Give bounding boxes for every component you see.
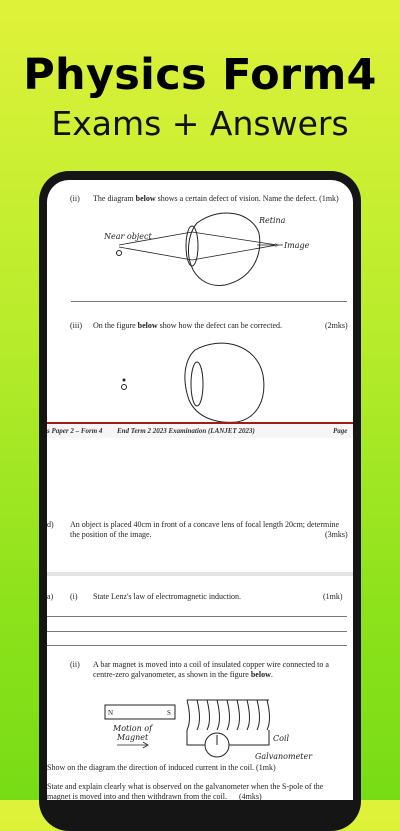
state-instruction-line2-text: magnet is moved into and then withdrawn from the coil. [47,792,227,800]
retina-label: Retina [259,216,286,225]
question-ii-number: (ii) [70,194,80,203]
question-a-number: a) [47,592,54,601]
answer-line [47,631,347,632]
magnet-s-label: S [167,709,171,717]
question-iii-text-pre: On the figure [93,321,138,330]
galvanometer-label: Galvanometer [255,752,313,761]
question-d-line1: An object is placed 40cm in front of a concave lens of focal length 20cm; determine [70,520,340,529]
question-iii-text-post: show how the defect can be corrected. [157,321,283,330]
question-iii-marks: (2mks) [325,321,348,330]
state-instruction-line2 [47,792,262,800]
eye-defect-diagram [47,205,353,305]
question-a-ii-line2-pre: centre-zero galvanometer, as shown in the figure [93,670,251,679]
near-object-label: Near object [104,232,152,241]
question-ii-text-pre: The diagram [93,194,136,203]
phone-screen[interactable] [47,180,353,800]
question-iii-text-bold: below [137,321,158,330]
magnet-coil-diagram [47,685,353,765]
eyeball-outline-2 [185,343,264,422]
object-point [122,385,127,390]
show-instruction: Show on the diagram the direction of induced current in the coil. (1mk) [47,763,276,772]
coil-label: Coil [273,734,290,743]
state-instruction-marks: (4mks) [238,792,262,800]
footer-left: s Paper 2 – Form 4 [47,427,103,435]
question-a-sub: (i) [70,592,78,601]
coil-wire [187,730,269,745]
question-a-ii-line2-post: . [270,670,273,679]
question-a-ii-number: (ii) [70,660,80,669]
question-a-marks: (1mk) [323,592,343,601]
question-d-number: d) [47,520,54,529]
state-instruction-line1: State and explain clearly what is observed on the galvanometer when the S-pole of the [47,782,324,791]
eye-lens-2 [191,362,203,406]
answer-line [47,616,347,617]
question-iii-number: (iii) [70,321,82,330]
near-object-point [117,251,122,256]
page-gap [47,572,353,576]
magnet-n-label: N [108,709,114,717]
answer-line [71,301,347,302]
question-d-line2: the position of the image. [70,530,152,539]
question-ii-text-post: shows a certain defect of vision. Name the defect. (1mk) [155,194,339,203]
question-iii-text [93,321,282,331]
motion-label: Motion of [113,724,153,733]
question-ii [70,194,80,204]
question-a-ii-line2 [93,670,273,680]
question-a-ii-line1: A bar magnet is moved into a coil of insulated copper wire connected to a [93,660,329,669]
question-d-marks: (3mks) [325,530,348,539]
answer-line [47,645,347,646]
page-footer [47,422,353,438]
bar-magnet [105,705,175,719]
footer-center: End Term 2 2023 Examination (LANJET 2023) [117,427,255,435]
eye-correction-diagram [47,340,353,430]
footer-right: Page [333,427,348,435]
question-ii-text-bold: below [135,194,156,203]
image-label: Image [284,241,310,250]
eyeball-outline [189,213,260,286]
question-a-text: State Lenz's law of electromagnetic induction. [93,592,242,601]
svg-text:->: -> [272,241,280,250]
coil-windings [187,700,270,730]
magnet-label: Magnet [117,733,149,742]
question-a-ii-line2-bold: below [250,670,271,679]
promo-title: Physics Form4 [23,50,377,100]
question-ii-text [93,194,339,204]
promo-subtitle: Exams + Answers [51,104,349,143]
object-dot [123,379,126,382]
